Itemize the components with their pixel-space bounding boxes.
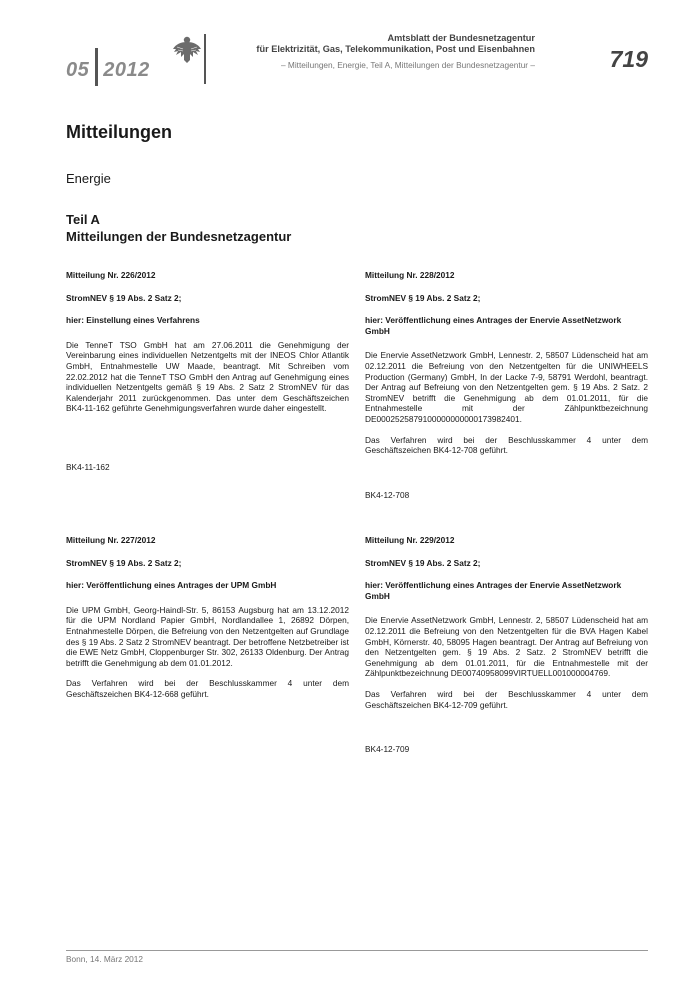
notice-closing: Das Verfahren wird bei der Beschlusskammer 4 unter dem Geschäftszeichen BK4-12-708 geführt. bbox=[365, 434, 648, 456]
notice-229 bbox=[365, 535, 648, 763]
notice-file-code: BK4-12-708 bbox=[365, 489, 410, 500]
notice-closing: Das Verfahren wird bei der Beschlusskammer 4 unter dem Geschäftszeichen BK4-12-668 geführt. bbox=[66, 678, 349, 699]
page-number: 719 bbox=[609, 46, 648, 72]
journal-subtitle: – Mitteilungen, Energie, Teil A, Mitteilungen der Bundesnetzagentur – bbox=[281, 60, 535, 70]
notice-file-code: BK4-11-162 bbox=[66, 461, 110, 472]
issue-divider bbox=[95, 48, 98, 86]
notice-number: Mitteilung Nr. 229/2012 bbox=[365, 535, 455, 545]
notice-reference: StromNEV § 19 Abs. 2 Satz 2; bbox=[66, 557, 182, 568]
part-heading-line-2: Mitteilungen der Bundesnetzagentur bbox=[66, 229, 292, 244]
notice-file-code: BK4-12-709 bbox=[365, 744, 410, 755]
notice-subject: hier: Einstellung eines Verfahrens bbox=[66, 315, 200, 326]
issue-label bbox=[66, 48, 150, 86]
notice-reference: StromNEV § 19 Abs. 2 Satz 2; bbox=[365, 557, 481, 568]
journal-title-line-2: für Elektrizität, Gas, Telekommunikation, Post und Eisenbahnen bbox=[256, 44, 535, 54]
notice-body: Die Enervie AssetNetzwork GmbH, Lennestr. 2, 58507 Lüdenscheid hat am 02.12.2011 die Befreiung von den Netzentgelten für die BVA Hagen Kabel GmbH, Körnerstr. 40, 58095 Hagen beantragt. Der Antrag auf Befreiung von den Netzentgelten gem. § 19 Abs. 2 Satz. 2 StromNEV betrifft die Genehmigung ab dem 01.01.2011, für die Entnahmestelle mit der Zählpunktbezeichnung DE00740958099VIRTUELL001000004769. bbox=[365, 615, 648, 679]
section-subtitle: Energie bbox=[66, 171, 111, 186]
notice-body: Die Enervie AssetNetzwork GmbH, Lennestr. 2, 58507 Lüdenscheid hat am 02.12.2011 die Befreiung von den Netzentgelten für die UNIWHEELS Production (Germany) GmbH, In der Lacke 7-9, 58791 Werdohl, beantragt. Der Antrag auf Befreiung von den Netzentgelten gem. § 19 Abs. 2 Satz. 2 StromNEV betrifft die Genehmigung ab dem 01.01.2011, für die Entnahmestelle mit der Zählpunktbezeichnung DE0002525879100000000000173982401. bbox=[365, 350, 648, 424]
footer-divider bbox=[66, 950, 648, 951]
notice-227 bbox=[66, 535, 349, 700]
notice-reference: StromNEV § 19 Abs. 2 Satz 2; bbox=[365, 292, 481, 303]
notice-body: Die UPM GmbH, Georg-Haindl-Str. 5, 86153 Augsburg hat am 13.12.2012 für die UPM Nordland Papier GmbH, Nordlandallee 1, 26892 Dörpen, Entnahmestelle Dörpen, die Befreiung von den Netzentgelten auf Grundlage des § 19 Abs. 2 Satz 2 StromNEV beantragt. Der betroffene Netzbetreiber ist die EWE Netz GmbH, Cloppenburger Str. 302, 26133 Oldenburg. Der Antrag betrifft die Genehmigung ab dem 01.01.2012. bbox=[66, 604, 349, 668]
journal-title bbox=[205, 33, 535, 55]
notice-number: Mitteilung Nr. 226/2012 bbox=[66, 270, 156, 280]
notice-reference: StromNEV § 19 Abs. 2 Satz 2; bbox=[66, 292, 182, 303]
part-heading bbox=[66, 211, 291, 245]
notice-number: Mitteilung Nr. 228/2012 bbox=[365, 270, 455, 280]
notice-228 bbox=[365, 270, 648, 509]
issue-number: 05 bbox=[66, 59, 90, 81]
notice-subject: hier: Veröffentlichung eines Antrages der Enervie AssetNetzwork GmbH bbox=[365, 315, 622, 336]
issue-year: 2012 bbox=[103, 59, 150, 81]
notice-226 bbox=[66, 270, 349, 481]
notice-number: Mitteilung Nr. 227/2012 bbox=[66, 535, 156, 545]
notice-body: Die TenneT TSO GmbH hat am 27.06.2011 die Genehmigung der Vereinbarung eines individuellen Netzentgelts mit der INEOS Chlor Atlantik GmbH, Entnahmestelle UW Maade, beantragt. Mit Schreiben vom 22.02.2012 hat die TenneT TSO GmbH den Antrag auf Genehmigung eines individuellen Netzentgelts gemäß § 19 Abs. 2 Satz 2 StromNEV für das Kalenderjahr 2011 zurückgenommen. Das unter dem Geschäftszeichen BK4-11-162 geführte Genehmigungsverfahren wurde daher eingestellt. bbox=[66, 339, 349, 414]
federal-eagle-icon bbox=[172, 34, 202, 66]
journal-title-line-1: Amtsblatt der Bundesnetzagentur bbox=[387, 33, 535, 43]
notice-subject: hier: Veröffentlichung eines Antrages der Enervie AssetNetzwork GmbH bbox=[365, 580, 622, 601]
footer-place-date: Bonn, 14. März 2012 bbox=[66, 954, 144, 964]
notice-subject: hier: Veröffentlichung eines Antrages der UPM GmbH bbox=[66, 580, 277, 591]
section-title: Mitteilungen bbox=[66, 122, 172, 142]
notice-closing: Das Verfahren wird bei der Beschlusskammer 4 unter dem Geschäftszeichen BK4-12-709 geführt. bbox=[365, 688, 648, 710]
part-heading-line-1: Teil A bbox=[66, 212, 100, 227]
